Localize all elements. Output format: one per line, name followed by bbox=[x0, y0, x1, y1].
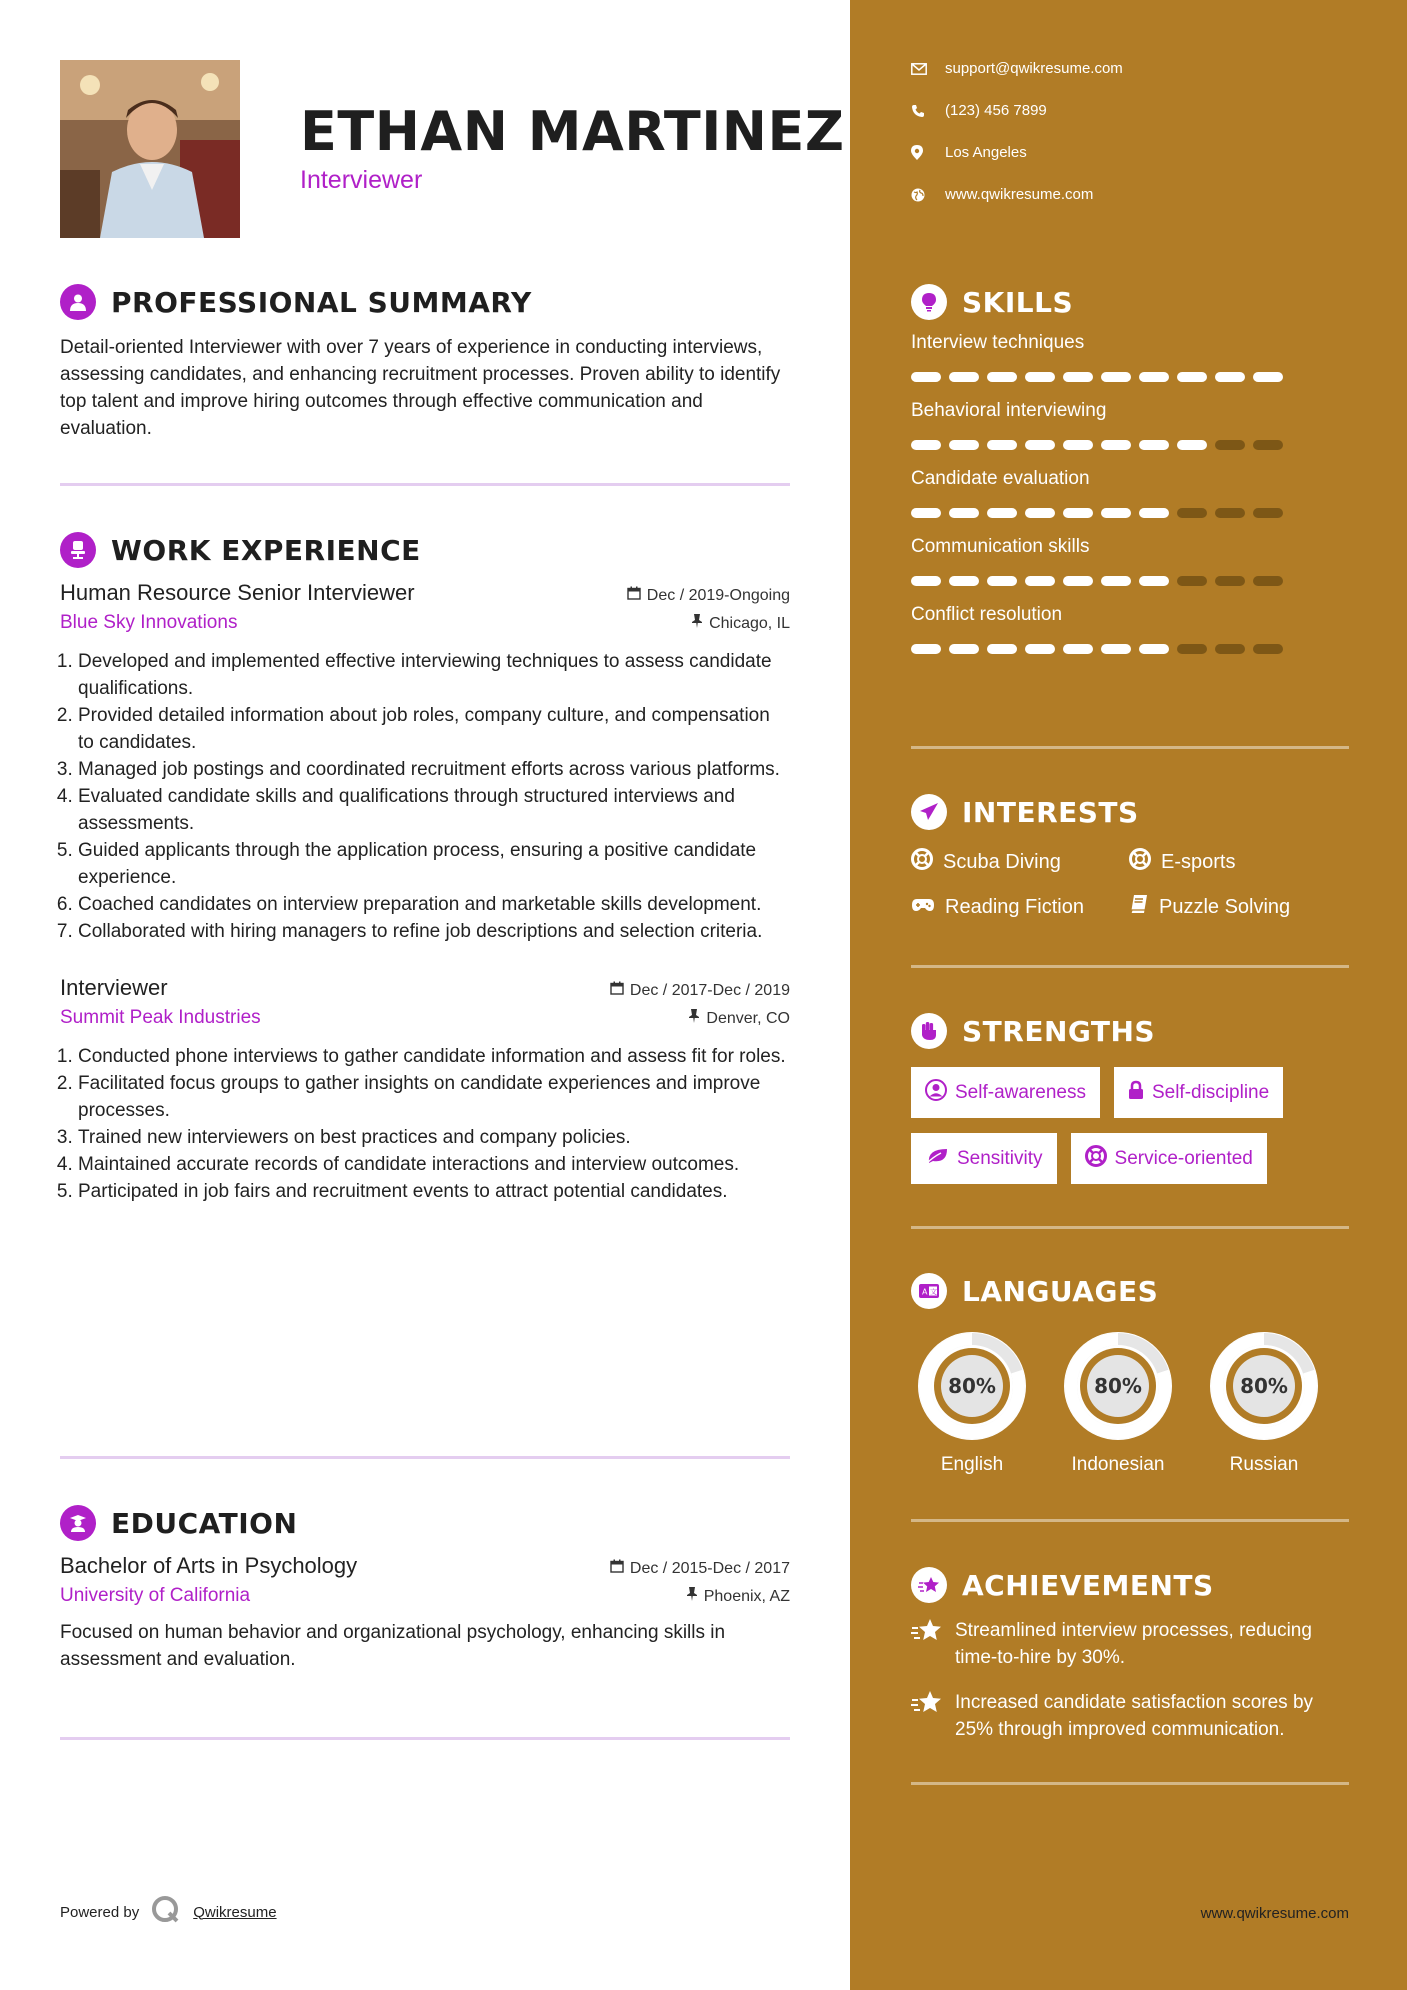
interest-item bbox=[1129, 894, 1349, 920]
contact-location bbox=[911, 144, 1027, 161]
job-entry bbox=[60, 975, 790, 1205]
skill-dot bbox=[949, 644, 979, 654]
education-dates bbox=[610, 1559, 790, 1578]
skill-dot bbox=[1063, 440, 1093, 450]
languages-list bbox=[911, 1325, 1349, 1476]
education-description: Focused on human behavior and organizational psychology, enhancing skills in assessment and evaluation. bbox=[60, 1622, 726, 1670]
skill-dot bbox=[1253, 644, 1283, 654]
strength-badge bbox=[911, 1133, 1057, 1184]
skill-dot bbox=[911, 576, 941, 586]
interests-list bbox=[911, 848, 1349, 920]
skill-dot bbox=[1025, 576, 1055, 586]
strength-label: Self-discipline bbox=[1151, 1081, 1270, 1103]
job-dates-text: Dec / 2019-Ongoing bbox=[646, 586, 790, 604]
skill-dot bbox=[1101, 644, 1131, 654]
strength-badge bbox=[1114, 1067, 1283, 1118]
interest-label: Puzzle Solving bbox=[1159, 895, 1291, 918]
job-location-text: Chicago, IL bbox=[709, 614, 790, 632]
skill-dot bbox=[949, 508, 979, 518]
skill-dot bbox=[1139, 508, 1169, 518]
translate-icon bbox=[911, 1273, 947, 1309]
company-name: Summit Peak Industries bbox=[60, 1007, 261, 1028]
list-item: 3. Managed job postings and coordinated recruitment efforts across various platforms. bbox=[78, 756, 790, 783]
skill-dot bbox=[1025, 508, 1055, 518]
skill-item bbox=[911, 604, 1349, 654]
education-location-text: Phoenix, AZ bbox=[703, 1587, 790, 1605]
skill-dot bbox=[1215, 372, 1245, 382]
strength-label: Self-awareness bbox=[955, 1081, 1086, 1103]
list-item: 1. Conducted phone interviews to gather candidate information and assess fit for roles. bbox=[78, 1043, 790, 1070]
skill-dot bbox=[911, 372, 941, 382]
degree-title: Bachelor of Arts in Psychology bbox=[60, 1553, 358, 1578]
skill-dot bbox=[987, 644, 1017, 654]
skill-dot bbox=[1063, 576, 1093, 586]
candidate-name: ETHAN MARTINEZ bbox=[300, 100, 845, 163]
language-name: Indonesian bbox=[1071, 1454, 1165, 1475]
list-item: 2. Facilitated focus groups to gather insights on candidate experiences and improve processes. bbox=[78, 1070, 790, 1124]
interest-label: E-sports bbox=[1161, 850, 1236, 873]
skill-dot bbox=[1177, 644, 1207, 654]
job-title: Human Resource Senior Interviewer bbox=[60, 580, 415, 605]
pin-icon bbox=[688, 1009, 700, 1028]
job-dates bbox=[627, 586, 790, 605]
lock-icon bbox=[1128, 1080, 1144, 1106]
skill-dot bbox=[1139, 644, 1169, 654]
candidate-title: Interviewer bbox=[300, 166, 423, 194]
list-item: 4. Evaluated candidate skills and qualifications through structured interviews and assessments. bbox=[78, 783, 790, 837]
pin-icon bbox=[686, 1587, 698, 1606]
star-icon bbox=[911, 1689, 943, 1743]
skill-dot bbox=[1177, 372, 1207, 382]
job-dates bbox=[610, 981, 790, 1000]
strengths-section bbox=[911, 1011, 1349, 1184]
list-item: 5. Participated in job fairs and recruitment events to attract potential candidates. bbox=[78, 1178, 790, 1205]
star-badge-icon bbox=[911, 1567, 947, 1603]
divider bbox=[911, 1782, 1349, 1785]
skill-dot bbox=[1215, 576, 1245, 586]
book-icon bbox=[1129, 894, 1149, 920]
calendar-icon bbox=[610, 981, 624, 1000]
lifebuoy-icon bbox=[911, 848, 933, 876]
divider bbox=[60, 1737, 790, 1740]
divider bbox=[60, 483, 790, 486]
list-item: 6. Coached candidates on interview preparation and marketable skills development. bbox=[78, 891, 790, 918]
summary-heading: PROFESSIONAL SUMMARY bbox=[111, 285, 532, 319]
education-location bbox=[686, 1587, 790, 1606]
skill-dot bbox=[1215, 440, 1245, 450]
skill-rating bbox=[911, 440, 1349, 450]
job-location-text: Denver, CO bbox=[706, 1009, 790, 1027]
svg-text:文: 文 bbox=[930, 1288, 937, 1296]
summary-section bbox=[60, 282, 790, 442]
language-name: English bbox=[940, 1454, 1004, 1475]
chair-icon bbox=[60, 532, 96, 568]
education-dates-text: Dec / 2015-Dec / 2017 bbox=[629, 1559, 790, 1577]
globe-icon bbox=[911, 188, 945, 202]
profile-photo bbox=[60, 60, 240, 238]
calendar-icon bbox=[627, 586, 641, 605]
contact-website[interactable] bbox=[911, 186, 1093, 203]
languages-heading: LANGUAGES bbox=[962, 1274, 1159, 1308]
job-entry bbox=[60, 580, 790, 945]
skill-rating bbox=[911, 508, 1349, 518]
job-dates-text: Dec / 2017-Dec / 2019 bbox=[629, 981, 790, 999]
language-percent: 80% bbox=[1094, 1374, 1142, 1398]
user-icon bbox=[60, 284, 96, 320]
experience-section bbox=[60, 530, 790, 1205]
divider bbox=[911, 965, 1349, 968]
strength-label: Service-oriented bbox=[1114, 1147, 1253, 1169]
envelope-icon bbox=[911, 63, 945, 75]
skill-dot bbox=[1215, 508, 1245, 518]
school-name: University of California bbox=[60, 1585, 251, 1606]
map-pin-icon bbox=[911, 145, 945, 160]
skill-dot bbox=[949, 576, 979, 586]
language-percent: 80% bbox=[948, 1374, 996, 1398]
divider bbox=[911, 746, 1349, 749]
languages-section bbox=[911, 1271, 1349, 1476]
svg-text:A: A bbox=[922, 1287, 928, 1297]
contact-email-text: support@qwikresume.com bbox=[945, 60, 1123, 77]
skill-dot bbox=[1063, 644, 1093, 654]
achievement-text: Streamlined interview processes, reducing time-to-hire by 30%. bbox=[955, 1620, 1312, 1668]
qwikresume-logo-icon bbox=[151, 1895, 181, 1929]
skill-rating bbox=[911, 372, 1349, 382]
pin-icon bbox=[691, 614, 703, 633]
lifebuoy-icon bbox=[1129, 848, 1151, 876]
strength-label: Sensitivity bbox=[957, 1147, 1043, 1169]
divider bbox=[60, 1456, 790, 1459]
calendar-icon bbox=[610, 1559, 624, 1578]
company-name: Blue Sky Innovations bbox=[60, 612, 238, 633]
interest-item bbox=[1129, 848, 1349, 876]
list-item: 5. Guided applicants through the application process, ensuring a positive candidate experience. bbox=[78, 837, 790, 891]
interest-label: Scuba Diving bbox=[943, 850, 1061, 873]
list-item: 2. Provided detailed information about job roles, company culture, and compensation to candidates. bbox=[78, 702, 790, 756]
job-location bbox=[688, 1009, 790, 1028]
language-item bbox=[1203, 1325, 1325, 1476]
strength-badge bbox=[911, 1067, 1100, 1118]
skill-dot bbox=[1215, 644, 1245, 654]
footer-site-link[interactable]: www.qwikresume.com bbox=[1200, 1905, 1349, 1922]
skill-rating bbox=[911, 576, 1349, 586]
interests-section bbox=[911, 792, 1349, 920]
skill-dot bbox=[1101, 508, 1131, 518]
achievement-item bbox=[911, 1617, 1349, 1671]
skill-dot bbox=[987, 440, 1017, 450]
fist-icon bbox=[911, 1013, 947, 1049]
education-section bbox=[60, 1503, 790, 1673]
skill-dot bbox=[1177, 508, 1207, 518]
skill-dot bbox=[911, 440, 941, 450]
contact-location-text: Los Angeles bbox=[945, 144, 1027, 161]
contact-phone-text: (123) 456 7899 bbox=[945, 102, 1047, 119]
skill-name: Conflict resolution bbox=[911, 604, 1063, 625]
skill-item bbox=[911, 536, 1349, 586]
skill-dot bbox=[1139, 440, 1169, 450]
strengths-list bbox=[911, 1067, 1349, 1184]
interests-heading: INTERESTS bbox=[962, 795, 1139, 829]
language-ring bbox=[911, 1325, 1033, 1447]
leaf-icon bbox=[925, 1147, 949, 1171]
experience-heading: WORK EXPERIENCE bbox=[111, 533, 421, 567]
divider bbox=[911, 1519, 1349, 1522]
skill-dot bbox=[1177, 576, 1207, 586]
list-item: 1. Developed and implemented effective interviewing techniques to assess candidate qualifications. bbox=[78, 648, 790, 702]
skill-name: Candidate evaluation bbox=[911, 468, 1090, 489]
skill-dot bbox=[1025, 372, 1055, 382]
achievement-item bbox=[911, 1689, 1349, 1743]
user-circle-icon bbox=[925, 1079, 947, 1107]
language-percent: 80% bbox=[1240, 1374, 1288, 1398]
skills-heading: SKILLS bbox=[962, 285, 1074, 319]
language-name: Russian bbox=[1229, 1454, 1299, 1475]
skill-item bbox=[911, 332, 1349, 382]
skill-dot bbox=[949, 372, 979, 382]
language-ring bbox=[1203, 1325, 1325, 1447]
skill-dot bbox=[949, 440, 979, 450]
skill-dot bbox=[1025, 440, 1055, 450]
footer-powered bbox=[60, 1895, 277, 1929]
paper-plane-icon bbox=[911, 794, 947, 830]
strength-badge bbox=[1071, 1133, 1267, 1184]
skill-item bbox=[911, 468, 1349, 518]
skill-dot bbox=[1101, 440, 1131, 450]
skill-name: Behavioral interviewing bbox=[911, 400, 1107, 421]
contact-email[interactable] bbox=[911, 60, 1123, 77]
skills-section bbox=[911, 282, 1349, 672]
skill-dot bbox=[1253, 372, 1283, 382]
star-icon bbox=[911, 1617, 943, 1671]
skill-name: Communication skills bbox=[911, 536, 1090, 557]
education-heading: EDUCATION bbox=[111, 1506, 298, 1540]
gamepad-icon bbox=[911, 896, 935, 919]
skill-dot bbox=[1139, 576, 1169, 586]
skill-dot bbox=[1139, 372, 1169, 382]
skill-dot bbox=[987, 508, 1017, 518]
skill-dot bbox=[1253, 508, 1283, 518]
brand-link[interactable]: Qwikresume bbox=[193, 1903, 277, 1921]
achievements-heading: ACHIEVEMENTS bbox=[962, 1568, 1214, 1602]
interest-item bbox=[911, 848, 1129, 876]
list-item: 3. Trained new interviewers on best practices and company policies. bbox=[78, 1124, 790, 1151]
list-item: 4. Maintained accurate records of candidate interactions and interview outcomes. bbox=[78, 1151, 790, 1178]
skill-rating bbox=[911, 644, 1349, 654]
job-title: Interviewer bbox=[60, 975, 168, 1000]
duties-list bbox=[60, 1043, 790, 1205]
list-item: 7. Collaborated with hiring managers to refine job descriptions and selection criteria. bbox=[78, 918, 790, 945]
skill-dot bbox=[1253, 576, 1283, 586]
achievements-section bbox=[911, 1565, 1349, 1743]
skill-item bbox=[911, 400, 1349, 450]
contact-phone[interactable] bbox=[911, 102, 1047, 119]
interest-item bbox=[911, 894, 1129, 920]
skill-dot bbox=[1063, 372, 1093, 382]
job-location bbox=[691, 614, 790, 633]
skill-dot bbox=[1101, 576, 1131, 586]
summary-text: Detail-oriented Interviewer with over 7 years of experience in conducting interviews, assessing candidates, and enhancing recruitment processes. Proven ability to identify top talent and improve hiring outcomes through effective communication and evaluation. bbox=[60, 337, 781, 439]
skill-dot bbox=[911, 644, 941, 654]
achievement-text: Increased candidate satisfaction scores by 25% through improved communication. bbox=[955, 1692, 1314, 1740]
skill-dot bbox=[911, 508, 941, 518]
skill-dot bbox=[1063, 508, 1093, 518]
graduate-icon bbox=[60, 1505, 96, 1541]
interest-label: Reading Fiction bbox=[945, 895, 1084, 918]
lifebuoy-icon bbox=[1085, 1145, 1107, 1173]
duties-list bbox=[60, 648, 790, 945]
skill-dot bbox=[1177, 440, 1207, 450]
skills-list bbox=[911, 332, 1349, 654]
skill-dot bbox=[1253, 440, 1283, 450]
lightbulb-icon bbox=[911, 284, 947, 320]
language-ring bbox=[1057, 1325, 1179, 1447]
skill-dot bbox=[987, 372, 1017, 382]
strengths-heading: STRENGTHS bbox=[962, 1014, 1156, 1048]
language-item bbox=[911, 1325, 1033, 1476]
divider bbox=[911, 1226, 1349, 1229]
contact-website-text: www.qwikresume.com bbox=[945, 186, 1094, 203]
powered-by-text: Powered by bbox=[60, 1903, 140, 1921]
skill-dot bbox=[1025, 644, 1055, 654]
skill-dot bbox=[987, 576, 1017, 586]
skill-name: Interview techniques bbox=[911, 332, 1085, 353]
language-item bbox=[1057, 1325, 1179, 1476]
phone-icon bbox=[911, 104, 945, 118]
skill-dot bbox=[1101, 372, 1131, 382]
